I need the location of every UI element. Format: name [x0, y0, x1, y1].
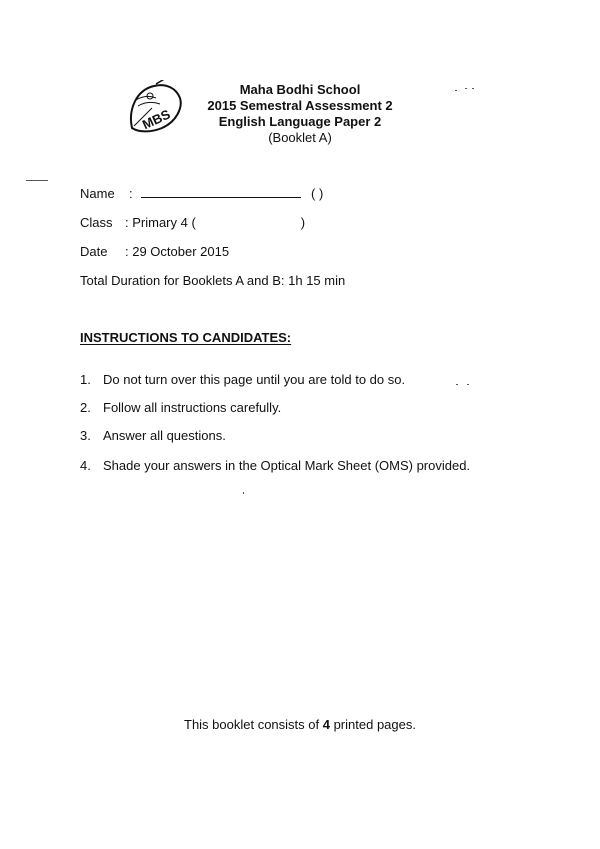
class-value: : Primary 4 (	[125, 215, 196, 230]
scan-mark	[26, 180, 48, 181]
instructions-heading: INSTRUCTIONS TO CANDIDATES:	[80, 330, 292, 345]
instruction-item: 1. Do not turn over this page until you are told to do so.	[80, 372, 406, 387]
school-logo	[126, 80, 184, 136]
index-number-field[interactable]: ( )	[311, 186, 324, 201]
name-field[interactable]	[141, 187, 301, 198]
date-value: : 29 October 2015	[125, 244, 230, 259]
instruction-item: 4. Shade your answers in the Optical Mark Sheet (OMS) provided.	[80, 458, 471, 473]
scan-mark	[467, 384, 469, 385]
class-label: Class	[80, 215, 113, 230]
scan-mark	[472, 88, 474, 89]
instruction-item: 3. Answer all questions.	[80, 428, 226, 443]
scan-mark	[455, 90, 457, 91]
paper-title: English Language Paper 2	[218, 114, 382, 129]
page-count: 4	[322, 717, 330, 732]
school-name: Maha Bodhi School	[239, 82, 361, 97]
exam-header	[190, 82, 410, 146]
date-row	[80, 244, 229, 259]
scan-mark	[465, 88, 467, 89]
svg-text:MBS: MBS	[139, 106, 173, 133]
date-label: Date	[80, 244, 108, 259]
page-count-note: This booklet consists of 4 printed pages.	[184, 717, 416, 732]
booklet-label: (Booklet A)	[268, 130, 332, 145]
instruction-item: 2. Follow all instructions carefully.	[80, 400, 282, 415]
exam-title: 2015 Semestral Assessment 2	[207, 98, 393, 113]
scan-mark	[456, 384, 458, 385]
duration-text: Total Duration for Booklets A and B: 1h 15 min	[80, 273, 346, 288]
class-row: Class : Primary 4 ( )	[80, 215, 306, 230]
scan-mark	[243, 492, 244, 494]
name-label: Name	[80, 186, 115, 201]
name-row: Name : ( )	[80, 186, 324, 201]
